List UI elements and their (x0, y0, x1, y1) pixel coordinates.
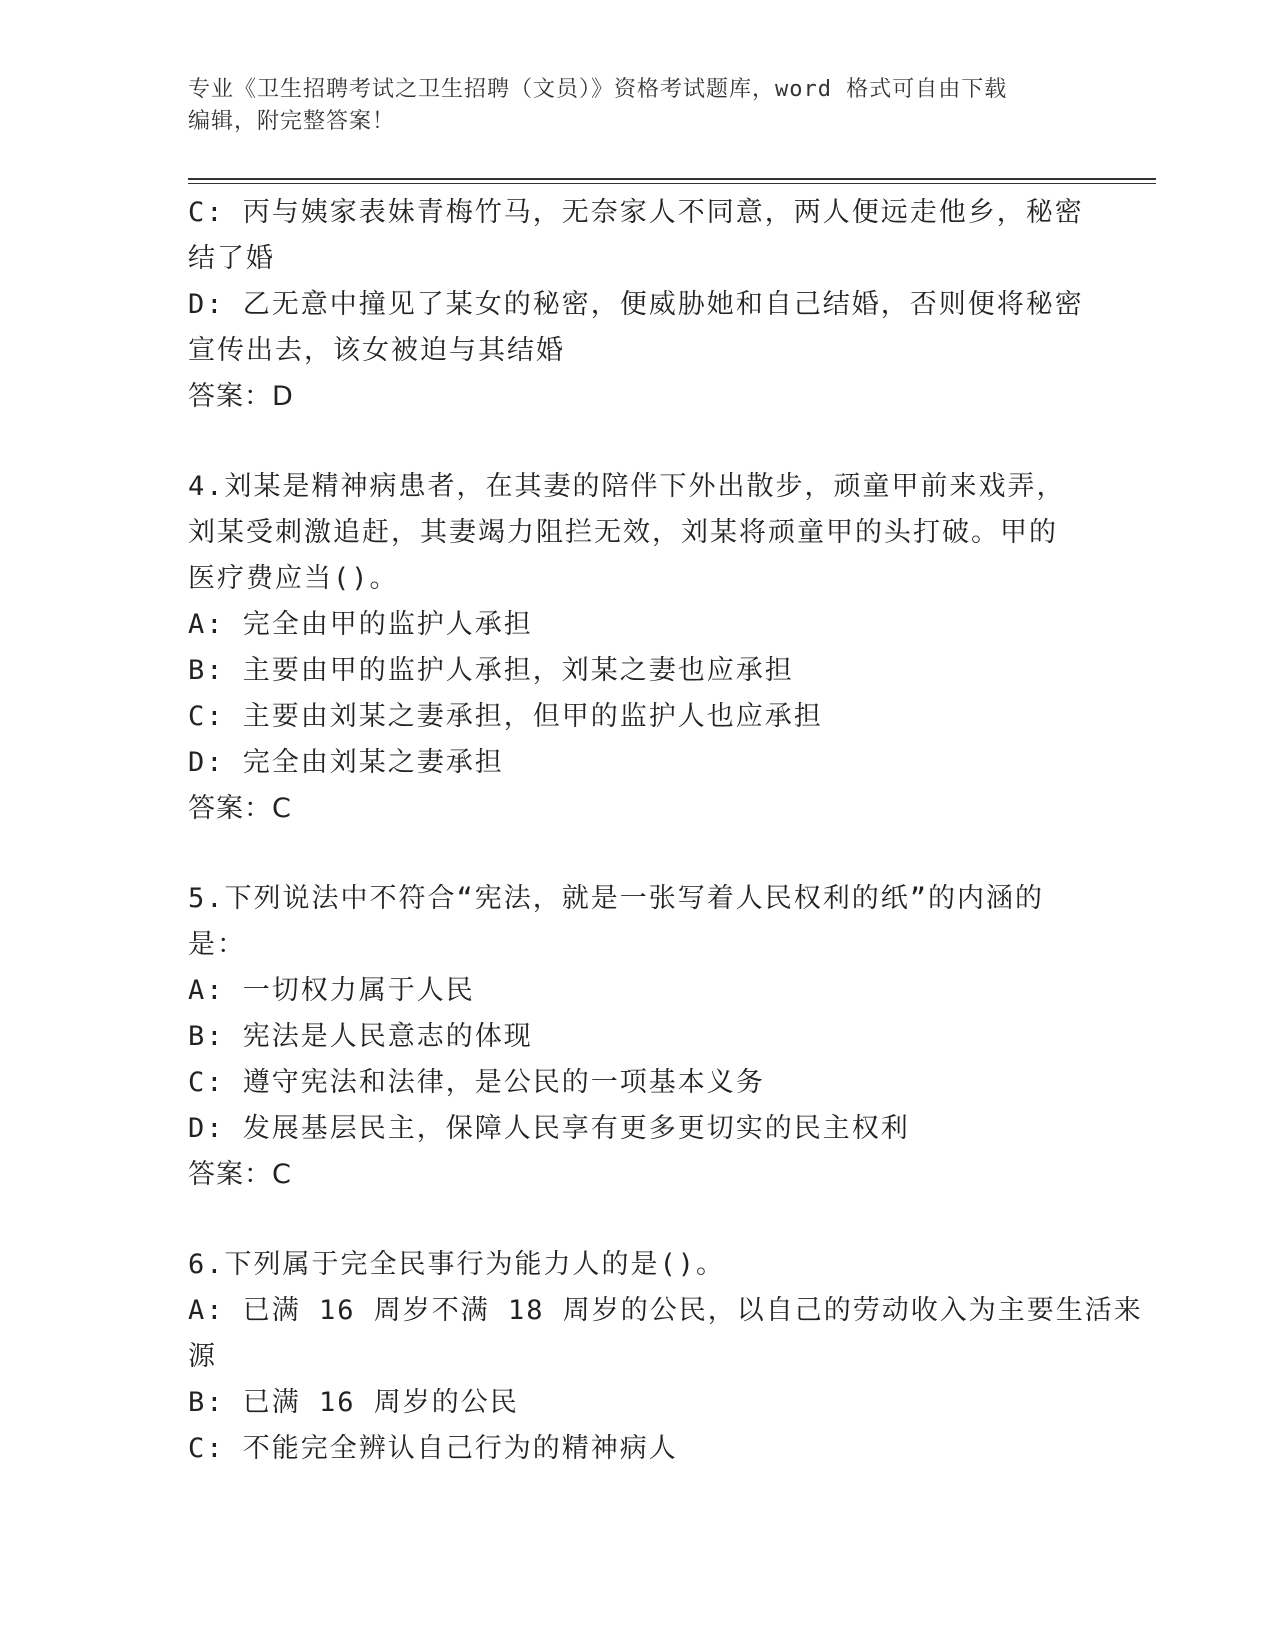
header-rule-thick (188, 178, 1156, 180)
q5-stem-line-1: 5.下列说法中不符合“宪法，就是一张写着人民权利的纸”的内涵的 (188, 883, 1045, 914)
q5-stem-line-2: 是： (188, 929, 246, 960)
q6-option-a-line-1: A: 已满 16 周岁不满 18 周岁的公民，以自己的劳动收入为主要生活来 (188, 1295, 1143, 1326)
q4-stem-line-2: 刘某受刺激追赶，其妻竭力阻拦无效，刘某将顽童甲的头打破。甲的 (188, 517, 1058, 548)
q6-stem-line-1: 6.下列属于完全民事行为能力人的是()。 (188, 1249, 726, 1280)
question-5 (188, 876, 1088, 1198)
document-header (188, 74, 1068, 138)
question-6 (188, 1242, 1143, 1472)
q5-option-c: C: 遵守宪法和法律，是公民的一项基本义务 (188, 1067, 765, 1098)
header-rule-thin (188, 183, 1156, 184)
q4-option-b: B: 主要由甲的监护人承担，刘某之妻也应承担 (188, 655, 794, 686)
q6-option-c: C: 不能完全辨认自己行为的精神病人 (188, 1433, 678, 1464)
q4-answer: 答案：C (188, 793, 292, 824)
q4-option-d: D: 完全由刘某之妻承担 (188, 747, 504, 778)
q3-answer: 答案：D (188, 381, 294, 412)
q5-answer: 答案：C (188, 1159, 292, 1190)
q5-option-a: A: 一切权力属于人民 (188, 975, 475, 1006)
header-line-2: 编辑，附完整答案！ (188, 109, 396, 134)
q6-option-b: B: 已满 16 周岁的公民 (188, 1387, 519, 1418)
spacer (188, 1198, 1088, 1242)
q3-option-d-line-2: 宣传出去，该女被迫与其结婚 (188, 335, 565, 366)
q5-option-d: D: 发展基层民主，保障人民享有更多更切实的民主权利 (188, 1113, 910, 1144)
spacer (188, 832, 1088, 876)
q4-option-c: C: 主要由刘某之妻承担，但甲的监护人也应承担 (188, 701, 823, 732)
q3-option-c-line-2: 结了婚 (188, 243, 275, 274)
q3-option-d-line-1: D: 乙无意中撞见了某女的秘密，便威胁她和自己结婚，否则便将秘密 (188, 289, 1084, 320)
question-4 (188, 464, 1088, 832)
q3-option-c-line-1: C: 丙与姨家表妹青梅竹马，无奈家人不同意，两人便远走他乡，秘密 (188, 197, 1084, 228)
q4-stem-line-3: 医疗费应当()。 (188, 563, 399, 594)
question-3 (188, 190, 1088, 420)
q5-option-b: B: 宪法是人民意志的体现 (188, 1021, 533, 1052)
q6-option-a-line-2: 源 (188, 1341, 217, 1372)
spacer (188, 420, 1088, 464)
q4-option-a: A: 完全由甲的监护人承担 (188, 609, 533, 640)
q4-stem-line-1: 4.刘某是精神病患者，在其妻的陪伴下外出散步，顽童甲前来戏弄， (188, 471, 1066, 502)
header-line-1: 专业《卫生招聘考试之卫生招聘（文员）》资格考试题库，word 格式可自由下载 (188, 77, 1008, 102)
question-content (188, 190, 1143, 1472)
